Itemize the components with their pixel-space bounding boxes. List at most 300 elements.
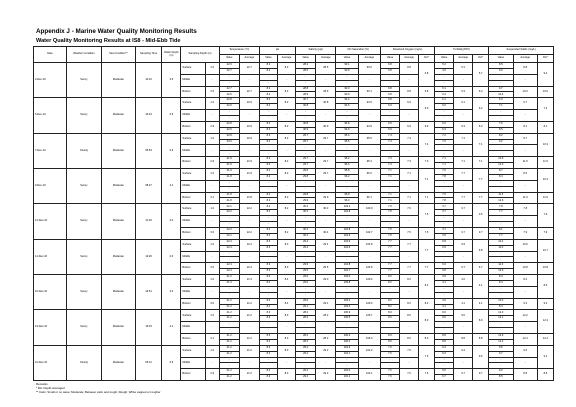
cell-value: - <box>259 363 277 369</box>
cell-sampling-time: 11:33 <box>135 204 162 239</box>
cell-value: - <box>259 222 277 228</box>
sub-value: Value <box>219 55 239 63</box>
cell-value: - <box>296 257 316 263</box>
col-salinity: Salinity (ppt) <box>296 47 336 55</box>
cell-value: - <box>380 80 399 86</box>
cell-value: - <box>219 186 239 192</box>
cell-value: 29.7 <box>296 157 316 163</box>
cell-value: 10.2 <box>489 298 513 304</box>
cell-value: 3.7 <box>435 204 454 210</box>
cell-value: - <box>296 357 316 363</box>
cell-sampling-time: 05:53 <box>135 133 162 168</box>
sub-average: Average <box>454 55 473 63</box>
cell-value: 22.8 <box>219 133 239 139</box>
cell-average: 103.0 <box>358 204 380 216</box>
cell-value: 30.2 <box>296 204 316 210</box>
cell-da: 3.6 <box>473 204 489 228</box>
cell-average: 21.2 <box>239 310 259 322</box>
cell-value: 7.6 <box>380 369 399 375</box>
cell-da: 7.1 <box>473 133 489 157</box>
cell-level-name: Bottom <box>181 333 205 345</box>
cell-average: 8.8 <box>513 369 537 381</box>
cell-value: 21.9 <box>219 169 239 175</box>
cell-value: 28.8 <box>296 86 316 92</box>
cell-average: 104.8 <box>358 239 380 251</box>
cell-average: - <box>316 145 336 157</box>
cell-weather: Sunny <box>66 98 101 133</box>
cell-sampling-time: 13:51 <box>135 275 162 310</box>
cell-value: - <box>435 216 454 222</box>
cell-value: - <box>259 110 277 116</box>
cell-average: - <box>358 357 380 369</box>
cell-value: 21.2 <box>219 369 239 375</box>
cell-value: 95.5 <box>336 139 358 145</box>
cell-da: 3.7 <box>473 227 489 239</box>
cell-level-depth: 3.1 <box>205 192 219 204</box>
cell-value: 8.2 <box>259 227 277 233</box>
cell-average: 22.7 <box>239 63 259 75</box>
cell-value: - <box>489 74 513 80</box>
cell-value: - <box>380 322 399 328</box>
cell-average: 8.4 <box>277 298 295 310</box>
cell-value: 21.2 <box>219 339 239 345</box>
cell-level-name: Surface <box>181 98 205 110</box>
cell-average: 8.6 <box>513 169 537 181</box>
cell-value: 7.5 <box>380 227 399 233</box>
cell-da: 7.5 <box>419 204 435 228</box>
cell-average: 29.7 <box>316 133 336 145</box>
cell-average: - <box>513 74 537 86</box>
cell-water-depth: 4.0 <box>162 239 181 274</box>
cell-average: - <box>316 180 336 192</box>
cell-da: 11.5 <box>537 157 553 169</box>
cell-value: 9.4 <box>435 345 454 351</box>
cell-value: 94.6 <box>336 104 358 110</box>
sub-da: DA* <box>419 55 435 63</box>
cell-value: 29.7 <box>296 163 316 169</box>
table-row <box>34 275 554 281</box>
cell-average: 29.9 <box>316 192 336 204</box>
cell-level-depth: - <box>205 216 219 228</box>
cell-value: - <box>336 363 358 369</box>
cell-weather: Sunny <box>66 310 101 345</box>
cell-value: 104.9 <box>336 239 358 245</box>
cell-value: 7.6 <box>380 345 399 351</box>
cell-level-depth: 3.0 <box>205 298 219 310</box>
cell-level-depth: 2.6 <box>205 86 219 98</box>
cell-value: 8.3 <box>259 245 277 251</box>
cell-value: 9.7 <box>489 351 513 357</box>
cell-value: 6.9 <box>380 127 399 133</box>
cell-value: 7.6 <box>489 121 513 127</box>
cell-value: 22.6 <box>219 63 239 69</box>
cell-value: - <box>259 74 277 80</box>
cell-average: 8.8 <box>454 333 473 345</box>
cell-value: - <box>296 286 316 292</box>
cell-value: - <box>296 116 316 122</box>
cell-average: 6.3 <box>454 86 473 98</box>
cell-value: 3.9 <box>435 275 454 281</box>
cell-da: 6.3 <box>473 86 489 98</box>
cell-value: 103.2 <box>336 204 358 210</box>
cell-value: 102.8 <box>336 210 358 216</box>
cell-value: - <box>380 292 399 298</box>
cell-value: 7.4 <box>380 139 399 145</box>
cell-date: 19-Dec-16 <box>34 310 67 345</box>
cell-value: - <box>435 322 454 328</box>
cell-value: 28.2 <box>296 333 316 339</box>
cell-value: 7.2 <box>435 133 454 139</box>
cell-level-name: Bottom <box>181 157 205 169</box>
cell-average: - <box>454 180 473 192</box>
cell-average: 6.1 <box>454 98 473 110</box>
cell-value: 95.9 <box>336 192 358 198</box>
cell-da: 10.3 <box>537 169 553 193</box>
cell-value: - <box>336 74 358 80</box>
cell-value: 22.6 <box>219 92 239 98</box>
cell-average: 6.7 <box>454 263 473 275</box>
cell-value: 8.3 <box>259 316 277 322</box>
cell-da: 7.1 <box>419 169 435 193</box>
cell-average: - <box>277 74 295 86</box>
cell-value: 3.7 <box>435 210 454 216</box>
cell-value: - <box>489 216 513 222</box>
cell-value: 8.2 <box>259 204 277 210</box>
cell-average: 6.3 <box>454 121 473 133</box>
cell-average: 3.7 <box>454 204 473 216</box>
cell-level-depth: 1.0 <box>205 310 219 322</box>
cell-sea-condition: Moderate <box>101 204 135 239</box>
cell-value: 8.5 <box>489 63 513 69</box>
cell-value: 8.3 <box>259 351 277 357</box>
cell-value: 29.2 <box>296 351 316 357</box>
sub-value: Value <box>380 55 399 63</box>
sub-average: Average <box>277 55 295 63</box>
cell-value: 8.2 <box>259 63 277 69</box>
cell-value: - <box>489 151 513 157</box>
cell-average: 7.1 <box>454 157 473 169</box>
cell-value: 8.0 <box>380 310 399 316</box>
cell-sampling-time: 08:27 <box>135 169 162 204</box>
cell-average: 95.5 <box>358 133 380 145</box>
cell-average: - <box>239 145 259 157</box>
cell-value: 7.5 <box>380 233 399 239</box>
cell-da: 10.8 <box>537 263 553 275</box>
cell-average: 29.4 <box>316 239 336 251</box>
cell-average: - <box>358 110 380 122</box>
cell-average: 28.5 <box>316 63 336 75</box>
cell-value: 8.2 <box>380 280 399 286</box>
cell-average: - <box>513 322 537 334</box>
cell-average: 7.7 <box>454 192 473 204</box>
cell-value: 6.2 <box>435 121 454 127</box>
cell-value: - <box>219 180 239 186</box>
cell-value: 96.2 <box>336 174 358 180</box>
cell-value: - <box>259 145 277 151</box>
cell-value: 8.7 <box>489 169 513 175</box>
cell-date: 14-Dec-16 <box>34 239 67 274</box>
cell-value: - <box>435 257 454 263</box>
cell-value: 4.0 <box>435 298 454 304</box>
cell-value: 95.8 <box>336 169 358 175</box>
cell-average: 7.6 <box>399 369 418 381</box>
cell-da: 7.6 <box>419 369 435 381</box>
cell-value: - <box>259 286 277 292</box>
cell-average: 30.3 <box>316 204 336 216</box>
cell-date: 9-Dec-16 <box>34 169 67 204</box>
cell-date: 7-Dec-16 <box>34 133 67 168</box>
cell-value: 8.1 <box>489 227 513 233</box>
cell-level-depth: - <box>205 145 219 157</box>
cell-average: 102.2 <box>358 345 380 357</box>
cell-value: 8.2 <box>259 133 277 139</box>
cell-value: 8.3 <box>259 339 277 345</box>
cell-value: - <box>435 363 454 369</box>
cell-value: - <box>219 74 239 80</box>
cell-average: 12.2 <box>513 310 537 322</box>
col-sea: Sea Condition** <box>101 47 135 63</box>
cell-value: 7.7 <box>489 233 513 239</box>
cell-value: 22.7 <box>219 68 239 74</box>
col-turbidity: Turbidity(NTU) <box>435 47 489 55</box>
cell-water-depth: 4.1 <box>162 169 181 204</box>
cell-value: - <box>380 257 399 263</box>
cell-value: 8.4 <box>259 304 277 310</box>
cell-value: 29.0 <box>296 275 316 281</box>
cell-level-name: Bottom <box>181 369 205 381</box>
cell-value: 8.8 <box>435 339 454 345</box>
cell-weather: Sunny <box>66 169 101 204</box>
cell-level-name: Middle <box>181 216 205 228</box>
cell-average: - <box>277 216 295 228</box>
table-row <box>34 133 554 139</box>
cell-average: 9.7 <box>454 369 473 381</box>
cell-average: 6.7 <box>513 98 537 110</box>
cell-average: 10.6 <box>513 239 537 251</box>
cell-value: 8.3 <box>259 239 277 245</box>
cell-value: - <box>489 322 513 328</box>
cell-value: 3.7 <box>435 227 454 233</box>
cell-level-name: Surface <box>181 169 205 181</box>
cell-average: 30.9 <box>316 121 336 133</box>
cell-value: - <box>380 363 399 369</box>
cell-level-depth: 1.0 <box>205 239 219 251</box>
col-suspended-solids: Suspended Solids (mg/L) <box>489 47 554 55</box>
cell-value: - <box>259 80 277 86</box>
cell-average: 11.9 <box>513 192 537 204</box>
cell-value: 6.8 <box>380 68 399 74</box>
cell-value: 22.8 <box>219 121 239 127</box>
cell-average: 7.1 <box>454 133 473 145</box>
cell-value: - <box>489 80 513 86</box>
cell-value: 30.3 <box>296 227 316 233</box>
cell-value: - <box>380 116 399 122</box>
cell-level-depth: - <box>205 180 219 192</box>
cell-value: 29.8 <box>296 192 316 198</box>
cell-average: - <box>513 145 537 157</box>
cell-value: 8.4 <box>259 298 277 304</box>
cell-value: - <box>259 357 277 363</box>
cell-da: 10.7 <box>537 239 553 263</box>
cell-average: 29.2 <box>316 369 336 381</box>
cell-average: - <box>399 286 418 298</box>
cell-value: 21.2 <box>219 351 239 357</box>
cell-average: - <box>239 251 259 263</box>
cell-value: 9.7 <box>435 375 454 381</box>
cell-average: 4.0 <box>454 275 473 287</box>
cell-average: 21.2 <box>239 369 259 381</box>
cell-value: 109.0 <box>336 275 358 281</box>
cell-average: 8.3 <box>277 333 295 345</box>
cell-average: 7.9 <box>513 227 537 239</box>
cell-value: - <box>380 251 399 257</box>
cell-value: - <box>380 286 399 292</box>
cell-average: - <box>399 251 418 263</box>
table-row <box>34 239 554 245</box>
remarks-note-da: * DA: Depth-Averaged <box>36 385 65 390</box>
cell-value: 6.3 <box>435 127 454 133</box>
cell-average: - <box>239 180 259 192</box>
cell-level-depth: - <box>205 322 219 334</box>
cell-value: - <box>259 180 277 186</box>
table-title: Water Quality Monitoring Results at IS8 - Mid-Ebb Tide <box>36 38 181 44</box>
cell-da: 11.9 <box>537 192 553 204</box>
cell-average: 21.2 <box>239 298 259 310</box>
cell-average: - <box>399 357 418 369</box>
cell-value: 7.5 <box>435 192 454 198</box>
cell-value: 9.0 <box>435 310 454 316</box>
cell-value: - <box>219 216 239 222</box>
cell-value: - <box>435 110 454 116</box>
cell-average: 30.4 <box>316 227 336 239</box>
cell-value: 21.2 <box>219 298 239 304</box>
cell-level-depth: - <box>205 357 219 369</box>
cell-da: 6.7 <box>473 263 489 275</box>
cell-da: 8.9 <box>473 310 489 334</box>
col-weather: Weather Condition <box>66 47 101 63</box>
cell-value: 30.8 <box>296 121 316 127</box>
cell-average: - <box>454 286 473 298</box>
cell-average: - <box>316 357 336 369</box>
cell-value: - <box>219 292 239 298</box>
cell-average: 8.2 <box>277 133 295 145</box>
cell-value: 9.2 <box>489 139 513 145</box>
table-body <box>34 63 554 381</box>
cell-value: 29.4 <box>296 239 316 245</box>
cell-value: 7.3 <box>380 157 399 163</box>
cell-average: - <box>399 145 418 157</box>
cell-da: 9.5 <box>473 345 489 369</box>
cell-value: - <box>489 328 513 334</box>
cell-value: - <box>489 251 513 257</box>
cell-value: - <box>435 186 454 192</box>
cell-value: 8.3 <box>259 375 277 381</box>
cell-average: 6.9 <box>399 121 418 133</box>
cell-value: - <box>336 80 358 86</box>
cell-average: 9.3 <box>513 298 537 310</box>
cell-average: 9.6 <box>513 345 537 357</box>
cell-value: - <box>435 180 454 186</box>
cell-value: 95.4 <box>336 133 358 139</box>
cell-average: 22.4 <box>239 239 259 251</box>
cell-value: 102.1 <box>336 375 358 381</box>
cell-value: 94.8 <box>336 121 358 127</box>
cell-da: 8.9 <box>537 275 553 299</box>
cell-value: - <box>296 328 316 334</box>
cell-value: 8.2 <box>259 121 277 127</box>
cell-water-depth: 4.0 <box>162 204 181 239</box>
cell-average: 22.4 <box>239 263 259 275</box>
cell-average: - <box>316 110 336 122</box>
cell-value: 30.9 <box>296 127 316 133</box>
cell-value: 7.8 <box>435 198 454 204</box>
cell-level-name: Middle <box>181 74 205 86</box>
cell-value: - <box>435 151 454 157</box>
cell-average: 29.2 <box>316 345 336 357</box>
cell-level-name: Surface <box>181 239 205 251</box>
cell-value: 106.3 <box>336 333 358 339</box>
cell-value: - <box>380 186 399 192</box>
cell-average: 30.8 <box>316 98 336 110</box>
cell-value: 7.8 <box>435 174 454 180</box>
appendix-title: Appendix J - Marine Water Quality Monitoring Results <box>36 28 197 35</box>
cell-value: - <box>296 74 316 80</box>
cell-value: 28.9 <box>296 92 316 98</box>
cell-value: 22.8 <box>219 98 239 104</box>
cell-value: - <box>336 180 358 186</box>
cell-average: - <box>277 180 295 192</box>
cell-value: 8.0 <box>380 333 399 339</box>
cell-value: 8.4 <box>259 275 277 281</box>
cell-value: 8.2 <box>259 198 277 204</box>
cell-value: 30.4 <box>296 233 316 239</box>
cell-value: 7.1 <box>380 192 399 198</box>
cell-average: - <box>454 216 473 228</box>
cell-value: - <box>259 328 277 334</box>
cell-value: 10.6 <box>489 157 513 163</box>
cell-value: 8.2 <box>259 174 277 180</box>
cell-value: 106.9 <box>336 310 358 316</box>
cell-date: 12-Dec-16 <box>34 204 67 239</box>
cell-value: 7.6 <box>380 375 399 381</box>
cell-da: 6.8 <box>419 86 435 98</box>
cell-value: - <box>435 328 454 334</box>
table-row <box>34 169 554 175</box>
cell-value: 29.2 <box>296 345 316 351</box>
cell-value: 22.9 <box>219 127 239 133</box>
cell-average: - <box>454 357 473 369</box>
cell-level-name: Bottom <box>181 298 205 310</box>
cell-da: 7.6 <box>419 345 435 369</box>
cell-value: 21.2 <box>219 333 239 339</box>
cell-value: 22.9 <box>219 104 239 110</box>
cell-da: 7.7 <box>473 192 489 204</box>
cell-value: 7.3 <box>380 163 399 169</box>
cell-average: 8.2 <box>277 86 295 98</box>
cell-value: 29.1 <box>296 304 316 310</box>
cell-value: 7.1 <box>380 198 399 204</box>
cell-value: - <box>489 292 513 298</box>
cell-value: 95.4 <box>336 163 358 169</box>
cell-average: 22.2 <box>239 204 259 216</box>
cell-value: 8.2 <box>380 304 399 310</box>
sub-value: Value <box>435 55 454 63</box>
cell-value: - <box>336 116 358 122</box>
cell-value: 94.9 <box>336 127 358 133</box>
cell-value: 12.2 <box>489 339 513 345</box>
cell-value: 9.3 <box>435 351 454 357</box>
cell-value: - <box>219 151 239 157</box>
